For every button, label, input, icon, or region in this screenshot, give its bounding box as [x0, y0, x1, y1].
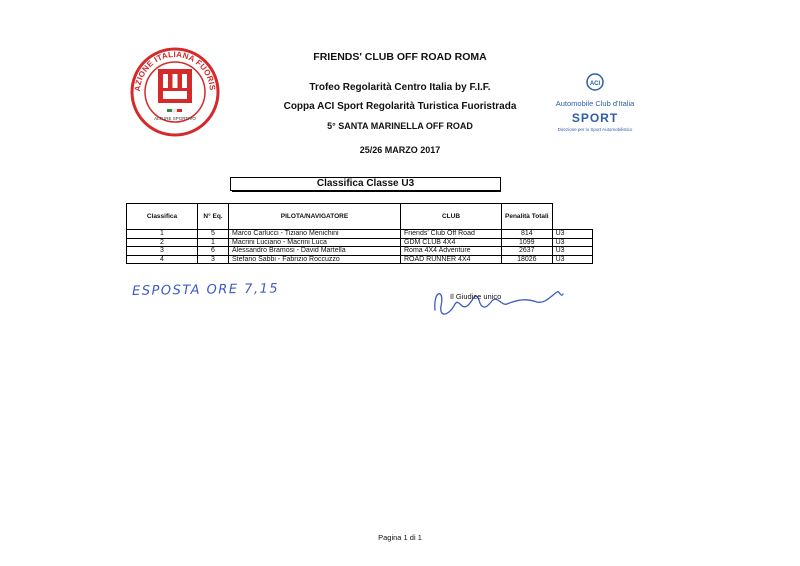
organizer-title: FRIENDS' CLUB OFF ROAD ROMA	[313, 51, 487, 63]
class-cell: U3	[552, 255, 592, 264]
event-date: 25/26 MARZO 2017	[359, 145, 441, 155]
crew-cell: Macrini Luciano - Macrini Luca	[229, 238, 401, 247]
class-cell: U3	[552, 238, 592, 247]
position-cell: 3	[127, 247, 198, 256]
club-cell: Roma 4X4 Adventure	[401, 247, 502, 256]
crew-number-cell: 3	[198, 255, 229, 264]
club-cell: ROAD RUNNER 4X4	[401, 255, 502, 264]
crew-cell: Stefano Sabbi - Fabrizio Roccuzzo	[229, 255, 401, 264]
table-row	[127, 247, 593, 256]
column-header: Classifica	[127, 204, 198, 230]
penalty-cell: 18026	[502, 255, 553, 264]
position-cell: 2	[127, 238, 198, 247]
svg-text:ALTURE SPORTIVO: ALTURE SPORTIVO	[154, 116, 196, 121]
svg-text:Direzione per lo Sport Automob: Direzione per lo Sport Automobilistico	[557, 127, 633, 132]
position-cell: 1	[127, 230, 198, 239]
position-cell: 4	[127, 255, 198, 264]
crew-number-cell: 1	[198, 238, 229, 247]
penalty-cell: 1099	[502, 238, 553, 247]
judge-label: Il Giudice unico	[450, 292, 502, 301]
penalty-cell: 814	[502, 230, 553, 239]
svg-text:ESPOSTA ORE 7,15: ESPOSTA ORE 7,15	[131, 281, 280, 299]
judge-signature	[425, 280, 575, 325]
column-header: N° Eq.	[198, 204, 229, 230]
page-number: Pagina 1 di 1	[378, 533, 422, 542]
column-header: Penalità Totali	[502, 204, 553, 230]
svg-text:ACI: ACI	[589, 81, 601, 87]
club-cell: Friends' Club Off Road	[401, 230, 502, 239]
class-cell: U3	[552, 247, 592, 256]
title-underline-divider	[232, 190, 501, 192]
table-row	[127, 238, 593, 247]
table-row	[127, 255, 593, 264]
club-cell: GDM CLUB 4X4	[401, 238, 502, 247]
svg-text:Automobile Club d'Italia: Automobile Club d'Italia	[555, 99, 635, 108]
crew-cell: Marco Carlucci - Tiziano Menichini	[229, 230, 401, 239]
penalty-cell: 2637	[502, 247, 553, 256]
empty-header-cell	[552, 204, 592, 230]
table-header-row	[127, 204, 593, 230]
crew-cell: Alessandro Bramosi - David Martella	[229, 247, 401, 256]
svg-text:SPORT: SPORT	[571, 111, 619, 125]
column-header: CLUB	[401, 204, 502, 230]
svg-text:FEDERAZIONE ITALIANA FUORISTRA: AZIONE ITALIANA FUORIS	[132, 49, 218, 92]
classification-title: Classifica Classe U3	[230, 177, 501, 191]
results-table	[126, 203, 593, 264]
crew-number-cell: 5	[198, 230, 229, 239]
handwritten-note	[130, 275, 280, 303]
event-title: 5° SANTA MARINELLA OFF ROAD	[327, 121, 473, 131]
trophy-title: Trofeo Regolarità Centro Italia by F.I.F.	[309, 82, 491, 93]
cup-title: Coppa ACI Sport Regolarità Turistica Fuoristrada	[283, 101, 517, 112]
class-cell: U3	[552, 230, 592, 239]
crew-number-cell: 6	[198, 247, 229, 256]
column-header: PILOTA/NAVIGATORE	[229, 204, 401, 230]
table-row	[127, 230, 593, 239]
